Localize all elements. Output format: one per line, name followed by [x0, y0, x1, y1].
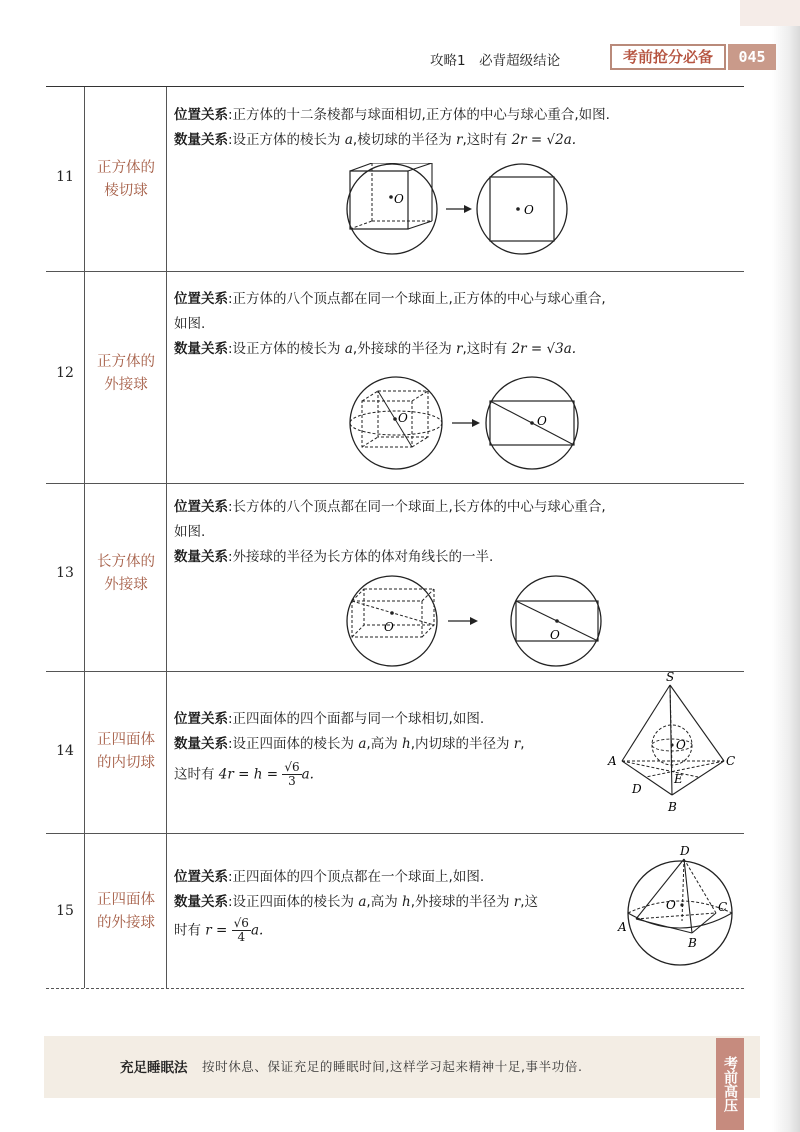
- row-name: [88, 351, 164, 397]
- row-description: [174, 707, 614, 788]
- conclusion-table: [46, 86, 744, 989]
- row-name-line: 棱切球: [104, 183, 148, 199]
- vertex-label-a: A: [608, 754, 617, 768]
- quantity-text: :设正四面体的棱长为: [228, 894, 359, 910]
- position-text: :正方体的十二条棱都与球面相切,正方体的中心与球心重合,如图.: [228, 107, 610, 123]
- position-text: :正方体的八个顶点都在同一个球面上,正方体的中心与球心重合,: [228, 291, 606, 307]
- table-row-15: [46, 833, 744, 988]
- position-relation: [174, 865, 624, 890]
- position-relation-cont: 如图.: [174, 524, 206, 540]
- row-description: [174, 865, 624, 944]
- quantity-text: ,棱切球的半径为: [352, 132, 456, 148]
- center-label: O: [666, 898, 676, 912]
- variable-r: r: [456, 341, 463, 357]
- table-row-14: [46, 671, 744, 834]
- row-name: [88, 157, 164, 203]
- formula: a.: [301, 766, 314, 783]
- table-row-13: [46, 483, 744, 672]
- fraction-denominator: 4: [237, 930, 246, 944]
- row-name-line: 的内切球: [97, 755, 155, 771]
- tip-title: 充足睡眠法: [120, 1060, 188, 1076]
- position-label: 位置关系: [174, 869, 228, 885]
- fraction: [232, 917, 251, 944]
- row-description: [174, 103, 734, 153]
- quantity-relation: [174, 890, 624, 915]
- position-label: 位置关系: [174, 711, 228, 727]
- side-tab: 考前高压: [716, 1038, 744, 1130]
- quantity-relation: [174, 545, 734, 570]
- row-name: [88, 889, 164, 935]
- vertex-label-c: C: [718, 900, 728, 914]
- vertex-label-c: C: [726, 754, 736, 768]
- figure-tetrahedron-circumsphere: [616, 833, 740, 988]
- tip-footer: [44, 1036, 760, 1098]
- row-name-line: 正四面体: [97, 892, 155, 908]
- quantity-label: 数量关系: [174, 736, 228, 752]
- fraction-numerator: √6: [284, 760, 300, 774]
- variable-h: h: [402, 894, 411, 910]
- page-header: [430, 44, 776, 74]
- quantity-text: ,外接球的半径为: [352, 341, 456, 357]
- center-label: O: [384, 620, 394, 634]
- vertex-label-a: A: [618, 920, 627, 934]
- variable-h: h: [402, 736, 411, 752]
- center-label: O: [398, 411, 408, 425]
- quantity-text: :设正方体的棱长为: [228, 341, 345, 357]
- variable-r: r: [513, 894, 521, 910]
- row-name: [88, 551, 164, 597]
- center-label: O: [524, 203, 534, 217]
- vertex-label-s: S: [666, 670, 675, 684]
- row-number: 13: [56, 565, 74, 581]
- quantity-text: :设正方体的棱长为: [228, 132, 345, 148]
- tip-text: 按时休息、保证充足的睡眠时间,这样学习起来精神十足,事半功倍.: [202, 1059, 583, 1074]
- quantity-relation: [174, 732, 614, 757]
- formula: a.: [250, 922, 264, 939]
- row-name: [88, 729, 164, 775]
- page-edge-shadow: [772, 0, 800, 1132]
- fraction: [282, 761, 301, 788]
- formula: 2r = √2a.: [511, 132, 577, 148]
- quantity-text: ,: [520, 736, 525, 752]
- quantity-text: :外接球的半径为长方体的体对角线长的一半.: [228, 549, 494, 565]
- center-label: O: [676, 738, 686, 752]
- position-relation: [174, 495, 734, 520]
- position-text: :正四面体的四个顶点都在一个球面上,如图.: [228, 869, 485, 885]
- row-name-line: 正四面体: [97, 732, 155, 748]
- formula: 2r = √3a.: [511, 341, 577, 357]
- figure-cube-circumsphere: [348, 375, 608, 471]
- center-label: O: [537, 414, 547, 428]
- quantity-label: 数量关系: [174, 894, 228, 910]
- formula: r =: [205, 922, 228, 939]
- position-label: 位置关系: [174, 107, 228, 123]
- position-relation: [174, 103, 734, 128]
- row-name-line: 正方体的: [97, 160, 155, 176]
- row-name-line: 长方体的: [97, 554, 155, 570]
- quantity-text: ,内切球的半径为: [410, 736, 514, 752]
- table-row-12: [46, 271, 744, 484]
- formula: 4r = h =: [218, 766, 279, 783]
- quantity-text: ,高为: [366, 894, 402, 910]
- position-relation: [174, 287, 734, 312]
- position-label: 位置关系: [174, 499, 228, 515]
- point-label-e: E: [674, 772, 683, 786]
- variable-a: a: [344, 132, 353, 148]
- quantity-label: 数量关系: [174, 132, 228, 148]
- row-number: 15: [56, 903, 74, 919]
- quantity-text: ,外接球的半径为: [410, 894, 514, 910]
- table-row-11: [46, 87, 744, 272]
- variable-a: a: [358, 894, 367, 910]
- variable-a: a: [358, 736, 367, 752]
- quantity-text: ,这时有: [462, 132, 512, 148]
- center-label: O: [550, 628, 560, 642]
- quantity-label: 数量关系: [174, 341, 228, 357]
- quantity-text: ,这时有: [462, 341, 512, 357]
- position-relation: [174, 707, 614, 732]
- figure-tetrahedron-insphere: [606, 669, 746, 829]
- variable-a: a: [344, 341, 353, 357]
- figure-cuboid-circumsphere: [344, 575, 614, 667]
- row-number: 12: [56, 365, 74, 381]
- variable-r: r: [513, 736, 521, 752]
- row-name-line: 外接球: [104, 577, 148, 593]
- fraction-numerator: √6: [233, 916, 249, 930]
- quantity-text: ,这: [520, 894, 539, 910]
- row-description: [174, 287, 734, 362]
- quantity-relation: [174, 337, 734, 362]
- breadcrumb: 攻略1 必背超级结论: [430, 53, 561, 69]
- row-name-line: 正方体的: [97, 354, 155, 370]
- center-label: O: [394, 192, 404, 206]
- row-number: 11: [56, 169, 74, 185]
- quantity-text: 这时有: [174, 766, 219, 783]
- position-relation-cont: 如图.: [174, 316, 206, 332]
- vertex-label-d: D: [632, 782, 642, 796]
- row-number: 14: [56, 743, 74, 759]
- corner-tab: [740, 0, 800, 26]
- quantity-text: :设正四面体的棱长为: [228, 736, 359, 752]
- formula-line: [174, 917, 624, 944]
- section-title: 考前抢分必备: [610, 44, 726, 70]
- formula-line: [174, 761, 614, 788]
- variable-r: r: [456, 132, 463, 148]
- row-name-line: 的外接球: [97, 915, 155, 931]
- vertex-label-b: B: [668, 800, 677, 814]
- position-text: :长方体的八个顶点都在同一个球面上,长方体的中心与球心重合,: [228, 499, 606, 515]
- row-description: [174, 495, 734, 570]
- page-number: 045: [728, 44, 776, 70]
- quantity-text: 时有: [174, 922, 206, 939]
- quantity-relation: [174, 128, 734, 153]
- position-text: :正四面体的四个面都与同一个球相切,如图.: [228, 711, 485, 727]
- row-name-line: 外接球: [104, 377, 148, 393]
- quantity-text: ,高为: [366, 736, 402, 752]
- vertex-label-d: D: [680, 844, 690, 858]
- figure-cube-edge-sphere: [342, 163, 602, 259]
- vertex-label-b: B: [688, 936, 697, 950]
- quantity-label: 数量关系: [174, 549, 228, 565]
- fraction-denominator: 3: [288, 774, 296, 788]
- position-label: 位置关系: [174, 291, 228, 307]
